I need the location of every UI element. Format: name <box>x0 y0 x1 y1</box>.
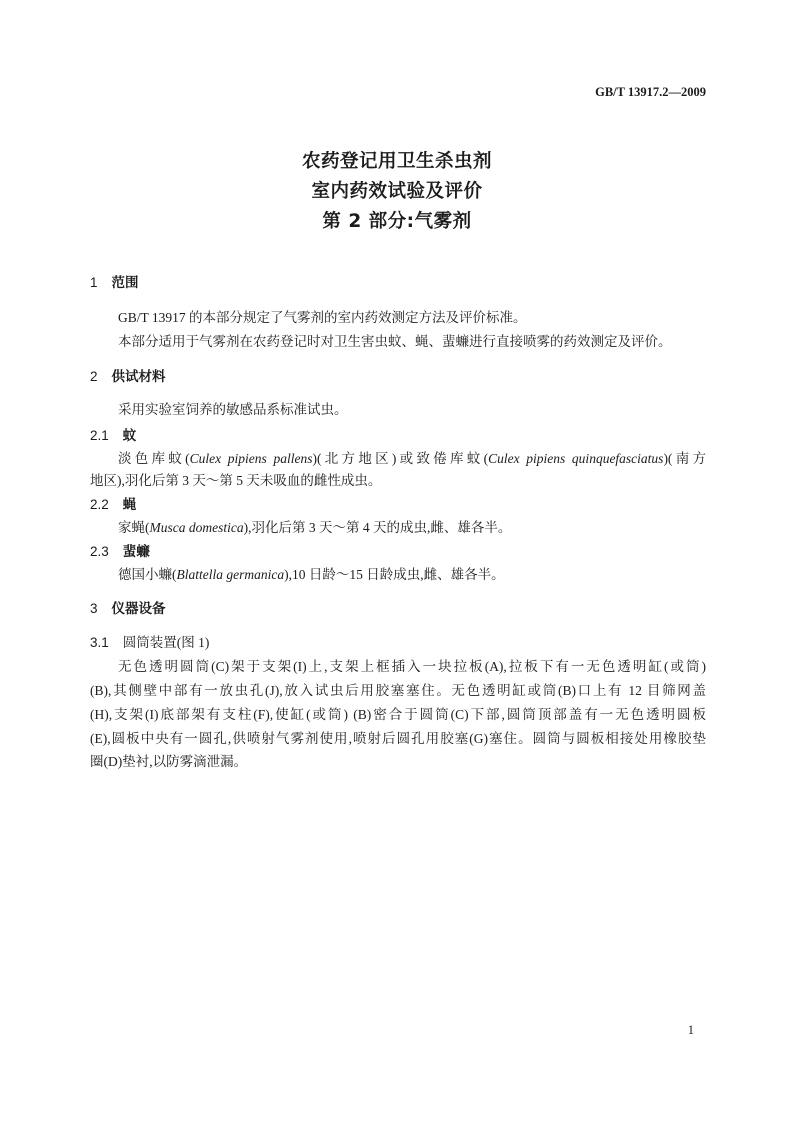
species-name: Culex pipiens quinquefasciatus <box>488 451 664 466</box>
subsection-title: 圆筒装置(图 1) <box>122 635 210 650</box>
title-line-3: 第 2 部分:气雾剂 <box>322 211 472 232</box>
text-segment: )(北方地区)或致倦库蚊( <box>312 451 489 466</box>
subsection-title: 蚊 <box>122 428 137 444</box>
text-segment: 家蝇( <box>118 520 150 535</box>
subsection-title: 蜚蠊 <box>122 544 150 560</box>
subsection-3-1-line-5: 圈(D)垫衬,以防雾滴泄漏。 <box>90 754 248 769</box>
text-segment: ),羽化后第 3 天～第 4 天的成虫,雌、雄各半。 <box>243 520 512 535</box>
section-1-heading <box>90 273 139 293</box>
subsection-number: 2.1 <box>90 428 109 443</box>
text-segment: 德国小蠊( <box>118 567 177 582</box>
section-2-heading <box>90 367 166 387</box>
subsection-2-1-heading <box>90 426 136 446</box>
subsection-2-3-heading <box>90 542 150 562</box>
title-line-2: 室内药效试验及评价 <box>311 181 483 202</box>
section-3-heading <box>90 599 166 619</box>
section-title: 范围 <box>111 275 139 291</box>
subsection-2-2-heading <box>90 495 136 515</box>
section-number: 1 <box>90 275 98 290</box>
section-1-paragraph-2: 本部分适用于气雾剂在农药登记时对卫生害虫蚊、蝇、蜚蠊进行直接喷雾的药效测定及评价。 <box>118 334 672 349</box>
subsection-3-1-line-4: (E),圆板中央有一圆孔,供喷射气雾剂使用,喷射后圆孔用胶塞(G)塞住。圆筒与圆板相接处用橡胶垫 <box>90 731 706 746</box>
title-line-1: 农药登记用卫生杀虫剂 <box>301 151 492 172</box>
text-segment: ),10 日龄～15 日龄成虫,雌、雄各半。 <box>284 567 505 582</box>
subsection-2-1-line-1 <box>118 449 706 469</box>
standard-code: GB/T 13917.2—2009 <box>595 85 706 99</box>
species-name: Culex pipiens pallens <box>189 451 313 466</box>
subsection-number: 2.2 <box>90 497 109 512</box>
subsection-3-1-line-3: (H),支架(I)底部架有支柱(F),使缸(或筒) (B)密合于圆筒(C)下部,圆筒顶部盖有一无色透明圆板 <box>90 707 706 722</box>
species-name: Musca domestica <box>149 520 244 535</box>
section-number: 2 <box>90 369 98 384</box>
section-title: 供试材料 <box>111 369 166 385</box>
subsection-3-1-line-2: (B),其侧壁中部有一放虫孔(J),放入试虫后用胶塞塞住。无色透明缸或筒(B)口上有 12 目筛网盖 <box>90 683 706 698</box>
section-title: 仪器设备 <box>111 601 166 617</box>
species-name: Blattella germanica <box>176 567 285 582</box>
text-segment: 淡色库蚊( <box>118 451 190 466</box>
subsection-number: 2.3 <box>90 544 109 559</box>
section-2-paragraph-1: 采用实验室饲养的敏感品系标准试虫。 <box>118 402 348 417</box>
subsection-3-1-heading <box>90 633 209 653</box>
subsection-2-1-line-2: 地区),羽化后第 3 天～第 5 天未吸血的雌性成虫。 <box>90 473 382 488</box>
section-number: 3 <box>90 601 98 616</box>
subsection-2-2-line-1 <box>118 518 511 538</box>
section-1-paragraph-1: GB/T 13917 的本部分规定了气雾剂的室内药效测定方法及评价标准。 <box>118 310 527 325</box>
subsection-title: 蝇 <box>122 497 137 513</box>
text-segment: )(南方 <box>663 451 707 466</box>
subsection-2-3-line-1 <box>118 565 505 585</box>
subsection-number: 3.1 <box>90 635 109 650</box>
subsection-3-1-line-1: 无色透明圆筒(C)架于支架(I)上,支架上框插入一块拉板(A),拉板下有一无色透明缸(或筒) <box>118 659 706 674</box>
page-number: 1 <box>687 1023 694 1037</box>
